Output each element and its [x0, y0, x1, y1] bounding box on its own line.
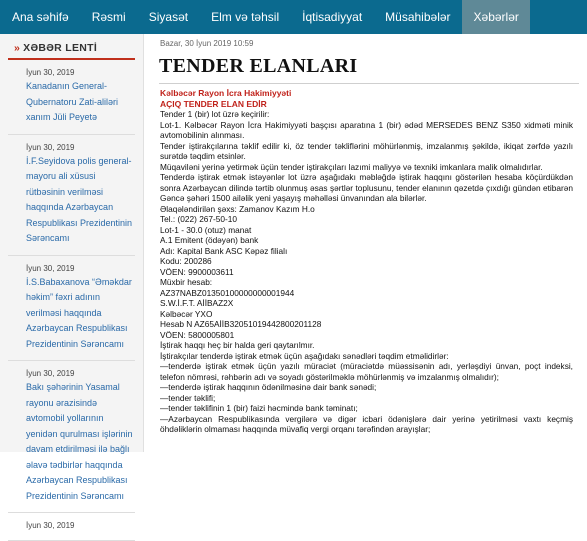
nav-item-science-education[interactable]: Elm və təhsil — [211, 10, 280, 24]
article-paragraph: —Azərbaycan Respublikasında vergilərə və digər icbari ödənişlərə dair yerinə yetirilməsi vaxtı keçmiş öhdəliklərin olmaması haqqında müvafiq vergi orqanı tərəfindən arayışlar; — [160, 413, 573, 434]
article-paragraph: Kodu: 200286 — [160, 256, 212, 266]
article-paragraph: —tenderdə iştirak etmək üçün yazılı müraciət (müraciətdə müəssisənin adı, yerləşdiyi ünvan, poçt indeksi, telefon nömrəsi, rəhbərin adı və soyadı göstərilməklə möhürlənmiş və imzalanmış olmalıdır); — [160, 361, 573, 382]
nav-item-politics[interactable]: Siyasət — [148, 10, 189, 24]
article-paragraph: Tender 1 (bir) lot üzrə keçirilir: — [160, 109, 270, 119]
article-paragraph: Müxbir hesab: — [160, 277, 213, 287]
article-paragraph: Müqaviləni yerinə yetirmək üçün tender iştirakçıları lazımi maliyyə və texniki imkanlara malik olmalıdırlar. — [160, 161, 543, 172]
news-item[interactable] — [8, 256, 135, 362]
news-date: İyun 30, 2019 — [26, 263, 75, 273]
sidebar-title — [8, 40, 135, 60]
article-paragraph: VÖEN: 9900003611 — [160, 266, 234, 277]
article-paragraph: —tenderdə iştirak haqqının ödənilməsinə dair bank sənədi; — [160, 382, 377, 392]
article-paragraph: —tender təklifinin 1 (bir) faizi həcmində bank təminatı; — [160, 403, 358, 413]
news-date: İyun 30, 2019 — [26, 369, 75, 378]
page-title: TENDER ELANLARI — [159, 55, 358, 77]
top-navigation — [0, 0, 587, 34]
article-paragraph: A.1 Emitent (ödəyən) bank — [160, 235, 259, 245]
nav-item-news[interactable]: Xəbərlər — [462, 0, 530, 34]
chevron-right-icon: » — [14, 42, 21, 54]
article-paragraph: Əlaqələndirilən şəxs: Zamanov Kazım H.o — [160, 203, 315, 214]
organization-heading: Kəlbəcər Rayon İcra Hakimiyyəti — [160, 88, 292, 98]
news-link[interactable]: İ.S.Babaxanova “Əməkdar həkim” fəxri adının verilməsi haqqında Azərbaycan Respublikası Prezidentinin Sərəncamı — [26, 276, 132, 349]
news-date: İyun 30, 2019 — [26, 142, 75, 152]
article-paragraph: Tenderdə iştirak etmək istəyənlər lot üzrə aşağıdakı məbləğdə iştirak haqqını göstərilən hesaba köçürdükdən sonra Azərbaycan dilində tərtib olunmuş əsas şərtlər toplusunu, tender elanının qəzetdə çıxdığı gündən etibarən Gəncə şəhəri 1500 ailəlik yeni yaşayış məhəlləsi ünvanından ala bilərlər. — [160, 172, 573, 203]
title-divider — [159, 83, 579, 84]
news-link[interactable]: İ.F.Seyidova polis general-mayoru ali xüsusi rütbəsinin verilməsi haqqında Azərbaycan Respublikası Prezidentinin Sərəncamı — [26, 155, 133, 243]
article-paragraph: Hesab N AZ65AİİB32051019442800201128 — [160, 319, 322, 329]
sidebar-title-label: XƏBƏR LENTİ — [23, 42, 98, 54]
news-item[interactable] — [8, 60, 135, 135]
main-content — [150, 34, 587, 435]
news-item[interactable] — [8, 135, 135, 256]
article-paragraph: Lot-1 - 30.0 (otuz) manat — [160, 224, 252, 235]
article-paragraph: Lot-1. Kəlbəcər Rayon İcra Hakimiyyəti başçısı aparatına 1 (bir) ədəd MERSEDES BENZ S350 xidməti minik avtomobilinin alınması. — [160, 119, 573, 140]
news-link[interactable]: Bakı şəhərinin Yasamal rayonu ərazisində avtomobil yollarının yenidən qurulması işlərinin davam etdirilməsi ilə bağlı əlavə tədbirlər haqqında Azərbaycan Respublikası Prezidentinin Sərəncamı — [26, 382, 133, 501]
nav-item-official[interactable]: Rəsmi — [91, 10, 126, 24]
publish-date: Bazar, 30 İyun 2019 10:59 — [160, 39, 254, 48]
article-paragraph: Tender iştirakçılarına təklif edilir ki, öz tender təkliflərini möhürlənmiş, imzalanmış şəkildə, ikiqat zərfdə yazılı surətdə təqdim etsinlər. — [160, 140, 573, 161]
nav-item-home[interactable]: Ana səhifə — [12, 10, 69, 24]
article-paragraph: S.W.İ.F.T. AİİBAZ2X — [160, 298, 234, 308]
nav-item-interviews[interactable]: Müsahibələr — [385, 10, 451, 24]
news-item[interactable] — [8, 513, 135, 541]
article-paragraph: Tel.: (022) 267-50-10 — [160, 214, 238, 224]
news-link[interactable]: Kanadanın General-Qubernatoru Zati-aliləri xanım Jüli Peyetə — [26, 81, 119, 122]
article-body — [160, 88, 573, 435]
news-feed-sidebar — [0, 34, 144, 530]
article-paragraph: VÖEN: 5800005801 — [160, 329, 235, 340]
article-paragraph: Adı: Kapital Bank ASC Kəpəz filialı — [160, 245, 288, 256]
news-item[interactable] — [8, 361, 135, 513]
news-date: İyun 30, 2019 — [26, 68, 75, 77]
nav-item-economy[interactable]: İqtisadiyyat — [302, 10, 363, 24]
article-paragraph: —tender təklifi; — [160, 392, 216, 403]
article-paragraph: İştirak haqqı heç bir halda geri qaytarılmır. — [160, 340, 315, 350]
news-date: İyun 30, 2019 — [26, 521, 75, 530]
article-paragraph: AZ37NABZ01350100000000001944 — [160, 287, 295, 298]
article-paragraph: İştirakçılar tenderdə iştirak etmək üçün aşağıdakı sənədləri təqdim etməlidirlər: — [160, 350, 449, 361]
article-paragraph: Kəlbəcər YXO — [160, 308, 213, 319]
tender-heading: AÇIQ TENDER ELAN EDİR — [160, 98, 267, 109]
